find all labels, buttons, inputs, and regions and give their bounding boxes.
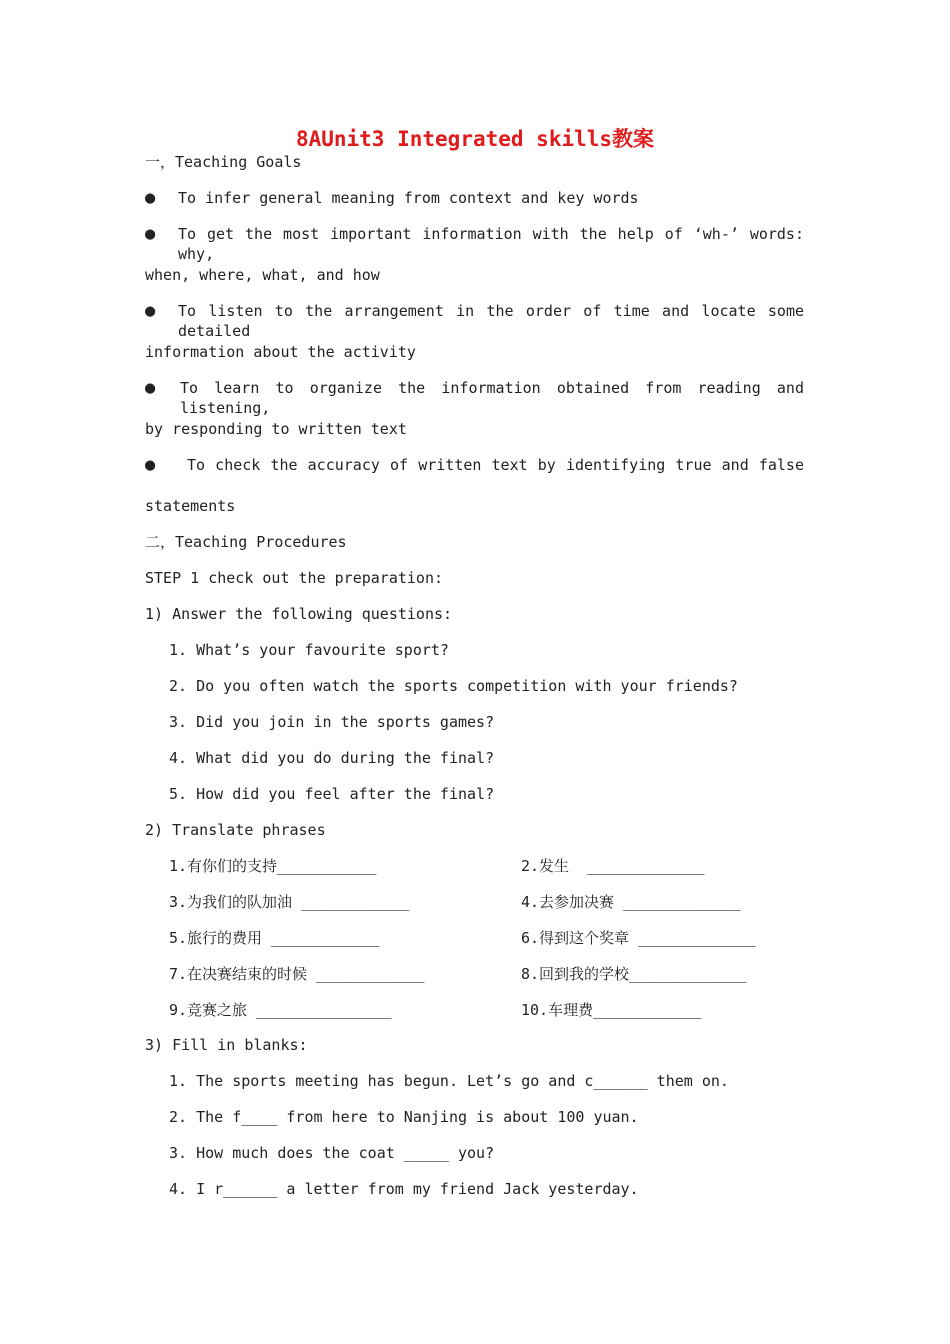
question-item: 5. How did you feel after the final?	[169, 785, 495, 803]
procedures-heading: 二，Teaching Procedures	[145, 533, 347, 551]
question-item: 1. What’s your favourite sport?	[169, 641, 449, 659]
phrase-item: 9.竞赛之旅 _______________	[169, 1001, 392, 1019]
fill-blanks-heading: 3) Fill in blanks:	[145, 1036, 308, 1054]
goals-heading: 一，Teaching Goals	[145, 153, 302, 171]
phrase-item: 1.有你们的支持___________	[169, 857, 377, 875]
blank-item: 3. How much does the coat _____ you?	[169, 1144, 495, 1162]
goal-item-5-line-1: To check the accuracy of written text by identifying true and false	[187, 456, 804, 474]
goal-item-5-line-2: statements	[145, 497, 236, 515]
goal-item-4-line-2: by responding to written text	[145, 420, 407, 438]
bullet-icon: ●	[145, 188, 156, 208]
goal-item-3-line-1: To listen to the arrangement in the order of time and locate some detailed	[178, 302, 804, 340]
answer-questions-heading: 1) Answer the following questions:	[145, 605, 453, 623]
step-1-heading: STEP 1 check out the preparation:	[145, 569, 444, 587]
goal-item-4-line-1: To learn to organize the information obtained from reading and listening,	[180, 379, 804, 417]
phrase-item: 8.回到我的学校_____________	[521, 965, 747, 983]
goal-item-2-line-1: To get the most important information with the help of ‘wh-’ words: why,	[178, 225, 804, 263]
question-item: 2. Do you often watch the sports competition with your friends?	[169, 677, 738, 695]
bullet-icon: ●	[145, 455, 156, 475]
bullet-icon: ●	[145, 378, 156, 398]
bullet-icon: ●	[145, 224, 156, 244]
goal-item-1: To infer general meaning from context and key words	[178, 189, 639, 207]
blank-item: 4. I r______ a letter from my friend Jack yesterday.	[169, 1180, 639, 1198]
blank-item: 1. The sports meeting has begun. Let’s go and c______ them on.	[169, 1072, 729, 1090]
phrase-item: 10.车理费____________	[521, 1001, 702, 1019]
phrase-item: 3.为我们的队加油 ____________	[169, 893, 410, 911]
phrase-item: 2.发生 _____________	[521, 857, 705, 875]
goal-item-2-line-2: when, where, what, and how	[145, 266, 380, 284]
document-title: 8AUnit3 Integrated skills教案	[295, 127, 655, 151]
blank-item: 2. The f____ from here to Nanjing is about 100 yuan.	[169, 1108, 639, 1126]
bullet-icon: ●	[145, 301, 156, 321]
goal-item-3-line-2: information about the activity	[145, 343, 416, 361]
phrase-item: 7.在决赛结束的时候 ____________	[169, 965, 425, 983]
translate-phrases-heading: 2) Translate phrases	[145, 821, 326, 839]
question-item: 3. Did you join in the sports games?	[169, 713, 495, 731]
phrase-item: 4.去参加决赛 _____________	[521, 893, 741, 911]
phrase-item: 5.旅行的费用 ____________	[169, 929, 380, 947]
question-item: 4. What did you do during the final?	[169, 749, 495, 767]
phrase-item: 6.得到这个奖章 _____________	[521, 929, 756, 947]
